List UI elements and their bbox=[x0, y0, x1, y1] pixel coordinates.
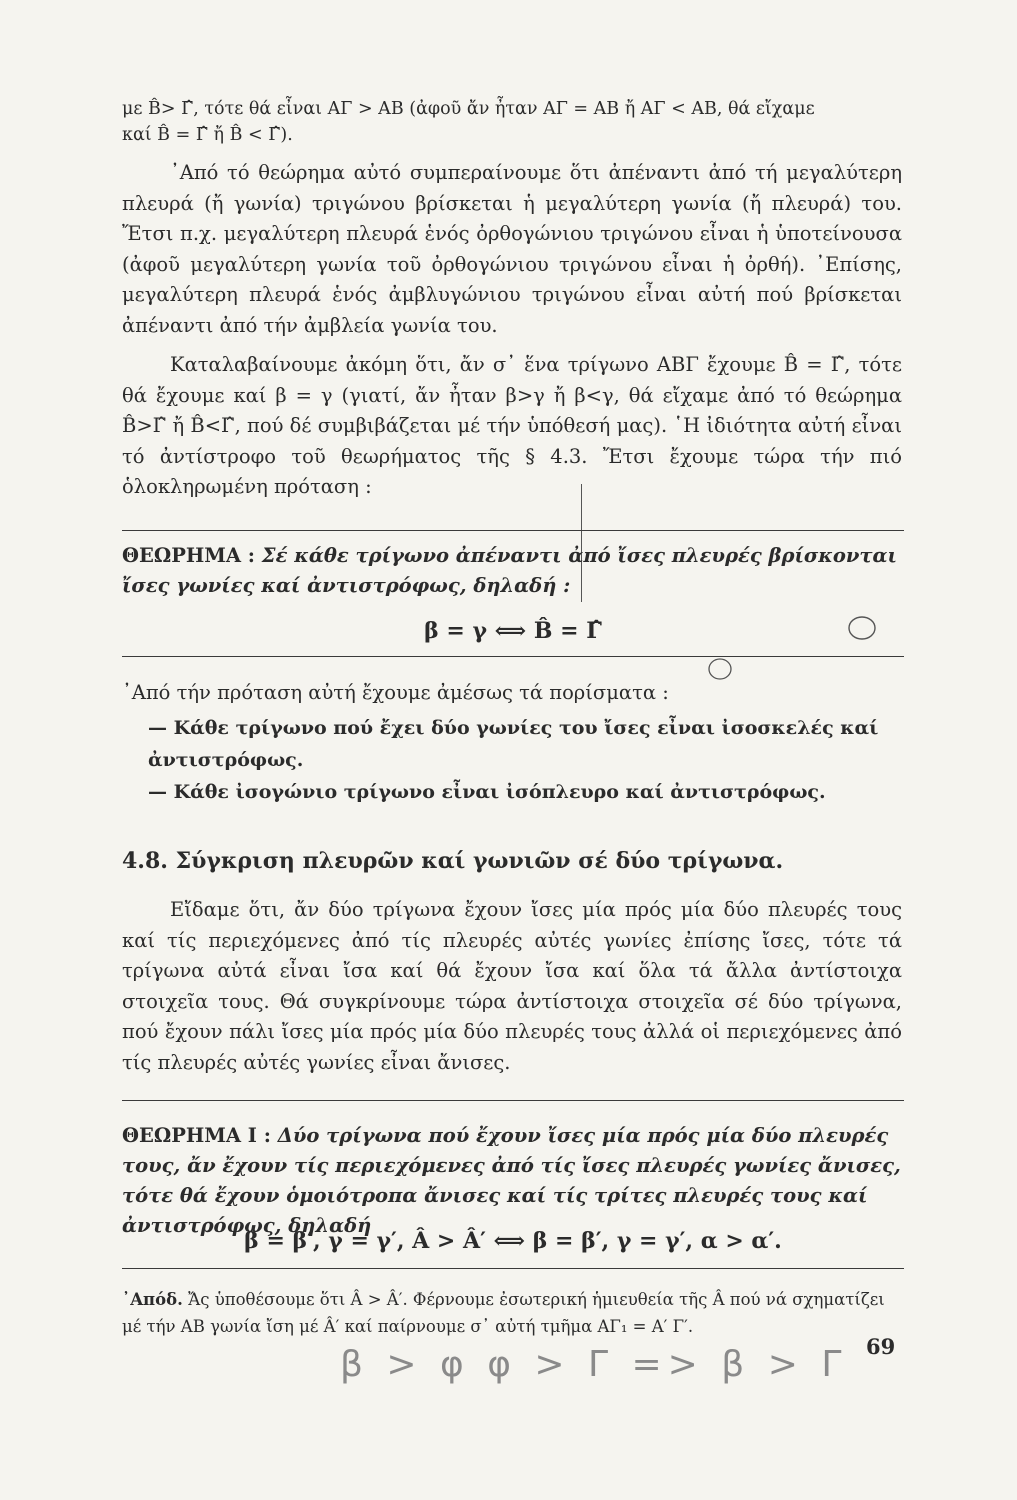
handwritten-note: β > φ φ > Γ => β > Γ bbox=[340, 1344, 848, 1385]
page-number: 69 bbox=[866, 1334, 896, 1359]
theorem-1 bbox=[122, 541, 902, 601]
footnote-text: Ἄς ὑποθέσουμε ὅτι Â > Â′. Φέρνουμε ἐσωτερική ἡμιευθεία τῆς Â πού νά σχηματίζει μέ τήν ΑΒ γωνία ἴση μέ Â′ καί παίρνουμε σ᾿ αὐτή τμῆμα ΑΓ₁ = Α′ Γ′. bbox=[122, 1290, 885, 1336]
corollaries-intro: ᾿Από τήν πρόταση αὐτή ἔχουμε ἀμέσως τά πορίσματα : bbox=[122, 681, 669, 704]
footnote-label: ᾿Απόδ. bbox=[122, 1290, 183, 1309]
paragraph-2: Καταλαβαίνουμε ἀκόμη ὅτι, ἄν σ᾿ ἕνα τρίγωνο ΑΒΓ ἔχουμε B̂ = Γ̂, τότε θά ἔχουμε καί β = γ (γιατί, ἄν ἦταν β>γ ἤ β<γ, θά εἴχαμε ἀπό τό θεώρημα B̂>Γ̂ ἤ B̂<Γ̂, πού δέ συμβιβάζεται μέ τήν ὑπόθεσή μας). ῾Η ἰδιότητα αὐτή εἶναι τό ἀντίστροφο τοῦ θεωρήματος τῆς § 4.3. Ἔτσι ἔχουμε τώρα τήν πιό ὁλοκληρωμένη πρόταση : bbox=[122, 353, 902, 498]
corollary-2: — Κάθε ἰσογώνιο τρίγωνο εἶναι ἰσόπλευρο καί ἀντιστρόφως. bbox=[148, 781, 826, 803]
theorem-2-text: Δύο τρίγωνα πού ἔχουν ἴσες μία πρός μία δύο πλευρές τους, ἄν ἔχουν τίς περιεχόμενες ἀπό τίς ἴσες πλευρές γωνίες ἄνισες, τότε θά ἔχουν ὁμοιότροπα ἄνισες καί τίς τρίτες πλευρές τους καί ἀντιστρόφως, δηλαδή bbox=[122, 1124, 901, 1237]
pen-circle-mark bbox=[842, 608, 882, 648]
theorem-2-label: ΘΕΩΡΗΜΑ Ι : bbox=[122, 1124, 271, 1147]
theorem-2-bottom-rule bbox=[122, 1268, 904, 1269]
opening-line-1: με B̂> Γ̂, τότε θά εἶναι ΑΓ > ΑΒ (ἀφοῦ ἄν ἦταν ΑΓ = ΑΒ ἤ ΑΓ < ΑΒ, θά εἴχαμε bbox=[122, 99, 815, 119]
footnote bbox=[122, 1286, 902, 1340]
theorem-1-formula: β = γ ⟺ B̂ = Γ̂ bbox=[424, 618, 602, 644]
pen-circle-mark-2 bbox=[700, 652, 740, 686]
theorem-1-bottom-rule bbox=[122, 656, 904, 657]
theorem-1-label: ΘΕΩΡΗΜΑ : bbox=[122, 544, 255, 567]
paragraph-1: ᾿Από τό θεώρημα αὐτό συμπεραίνουμε ὅτι ἀπέναντι ἀπό τή μεγαλύτερη πλευρά (ἤ γωνία) τριγώνου βρίσκεται ἡ μεγαλύτερη γωνία (ἤ πλευρά) του. Ἔτσι π.χ. μεγαλύτερη πλευρά ἑνός ὀρθογώνιου τριγώνου εἶναι ἡ ὑποτείνουσα (ἀφοῦ μεγαλύτερη γωνία τοῦ ὀρθογώνιου τριγώνου εἶναι ἡ ὀρθή). ᾿Επίσης, μεγαλύτερη πλευρά ἑνός ἀμβλυγώνιου τριγώνου εἶναι αὐτή πού βρίσκεται ἀπέναντι ἀπό τήν ἀμβλεία γωνία του. bbox=[122, 161, 902, 337]
theorem-2-formula: β = β′, γ = γ′, Â > Â′ ⟺ β = β′, γ = γ′, α > α′. bbox=[244, 1228, 782, 1254]
paragraph-3: Εἴδαμε ὅτι, ἄν δύο τρίγωνα ἔχουν ἴσες μία πρός μία δύο πλευρές τους καί τίς περιεχόμενες ἀπό τίς πλευρές αὐτές γωνίες ἐπίσης ἴσες, τότε τά τρίγωνα αὐτά εἶναι ἴσα καί θά ἔχουν ἴσα καί ὅλα τά ἄλλα ἀντίστοιχα στοιχεῖα τους. Θά συγκρίνουμε τώρα ἀντίστοιχα στοιχεῖα σέ δύο τρίγωνα, πού ἔχουν πάλι ἴσες μία πρός μία δύο πλευρές τους ἀλλά οἱ περιεχόμενες ἀπό τίς πλευρές αὐτές γωνίες εἶναι ἄνισες. bbox=[122, 898, 902, 1074]
theorem-1-top-rule bbox=[122, 530, 904, 531]
corollary-1: — Κάθε τρίγωνο πού ἔχει δύο γωνίες του ἴσες εἶναι ἰσοσκελές καί ἀντιστρόφως. bbox=[148, 717, 879, 771]
section-title: 4.8. Σύγκριση πλευρῶν καί γωνιῶν σέ δύο τρίγωνα. bbox=[122, 848, 784, 874]
opening-lines bbox=[122, 96, 902, 148]
theorem-2-top-rule bbox=[122, 1100, 904, 1101]
theorem-2 bbox=[122, 1121, 902, 1241]
theorem-1-text: Σέ κάθε τρίγωνο ἀπέναντι ἀπό ἴσες πλευρές βρίσκονται ἴσες γωνίες καί ἀντιστρόφως, δηλαδή : bbox=[122, 544, 897, 597]
corollaries-list bbox=[122, 712, 902, 808]
opening-line-2: καί B̂ = Γ̂ ἤ B̂ < Γ̂). bbox=[122, 125, 293, 145]
